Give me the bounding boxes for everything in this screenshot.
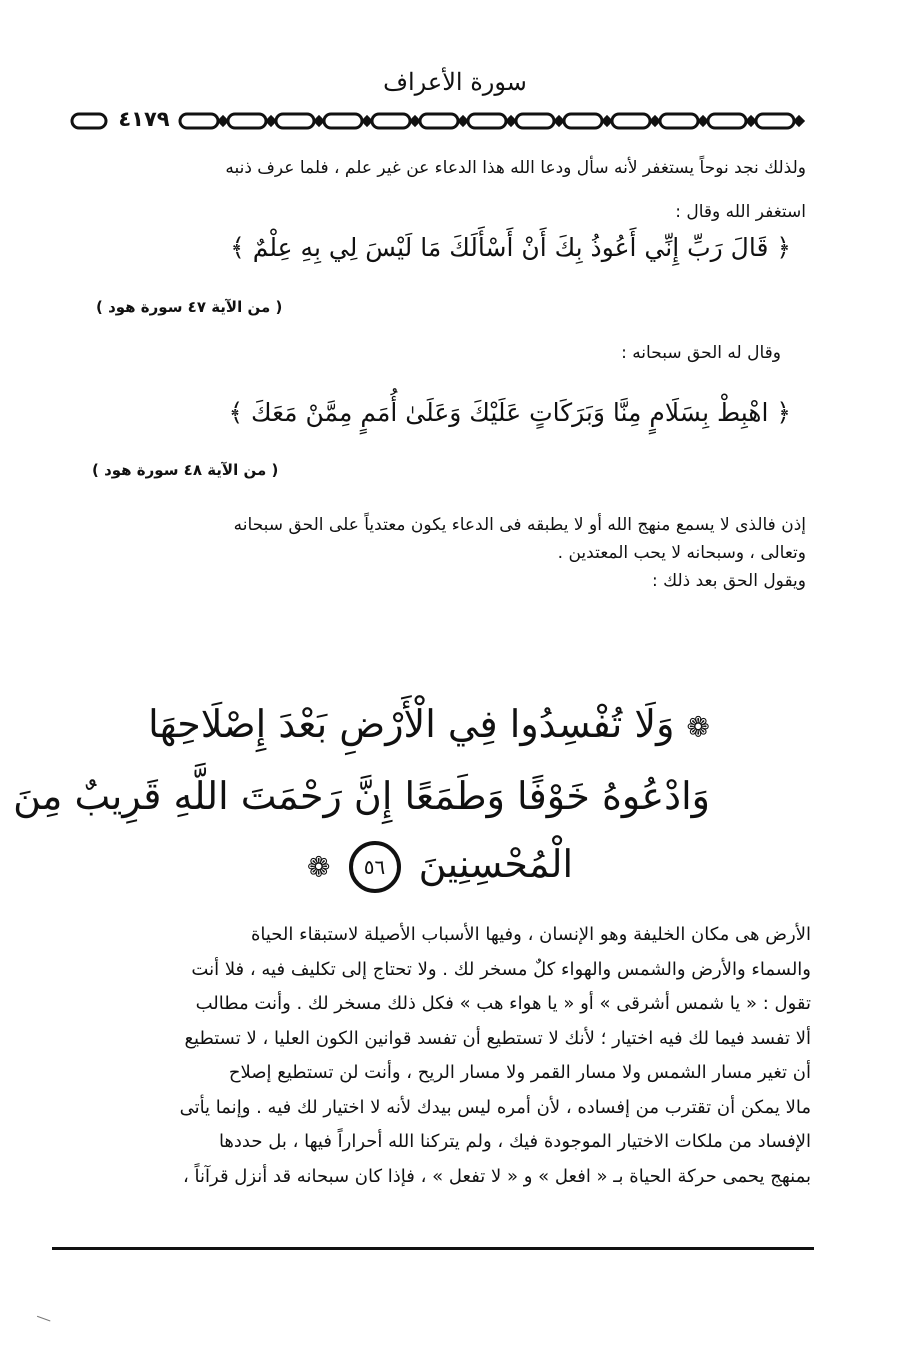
chain-diamond — [555, 117, 563, 125]
chain-diamond — [795, 117, 803, 125]
chain-diamond — [363, 117, 371, 125]
chain-link — [228, 114, 266, 128]
top-paragraph — [86, 146, 806, 234]
verse-line-text: وَلَا تُفْسِدُوا فِي الْأَرْضِ بَعْدَ إِصْلَاحِهَا — [148, 702, 675, 746]
verse-line — [148, 690, 710, 762]
chain-link — [516, 114, 554, 128]
chain-link — [276, 114, 314, 128]
page-number: ٤١٧٩ — [112, 104, 176, 134]
chain-link — [564, 114, 602, 128]
scan-mark — [36, 1316, 51, 1325]
chain-diamond — [699, 117, 707, 125]
ornamental-bracket-icon: ❁ — [686, 710, 710, 744]
chain-diamond — [219, 117, 227, 125]
paragraph-line: ولذلك نجد نوحاً يستغفر لأنه سأل ودعا الله هذا الدعاء عن غير علم ، فلما عرف ذنبه — [225, 158, 806, 178]
chain-link — [756, 114, 794, 128]
surah-title: سورة الأعراف — [383, 68, 527, 96]
paragraph-line: وتعالى ، وسبحانه لا يحب المعتدين . — [557, 543, 806, 563]
verse-line-text: الْمُحْسِنِينَ — [418, 841, 574, 886]
chain-diamond — [651, 117, 659, 125]
verse-reference: ( من الآية ٤٨ سورة هود ) — [92, 461, 279, 479]
chain-diamond — [603, 117, 611, 125]
commentary-paragraph — [81, 918, 811, 1194]
paragraph-line: الأرض هى مكان الخليفة وهو الإنسان ، وفيها الأسباب الأصيلة لاستبقاء الحياة — [250, 924, 811, 945]
chain-link — [180, 114, 218, 128]
chain-ornament-band — [68, 106, 830, 136]
chain-diamond — [507, 117, 515, 125]
paragraph-line: استغفر الله وقال : — [675, 202, 806, 222]
footer-rule — [52, 1247, 814, 1250]
paragraph-line: تقول : « يا شمس أشرقى » أو « يا هواء هب » فكل ذلك مسخر لك . وأنت مطالب — [195, 993, 811, 1014]
paragraph-line: ألا تفسد فيما لك فيه اختيار ؛ لأنك لا تستطيع أن تفسد قوانين الكون العليا ، لا تستطيع — [184, 1027, 811, 1049]
chain-diamond — [459, 117, 467, 125]
paragraph-line: مالا يمكن أن تقترب من إفساده ، لأن أمره ليس بيدك لأنه لا اختيار لك فيه . وإنما يأتى — [179, 1096, 811, 1118]
main-quran-verse — [13, 690, 710, 901]
chain-diamond — [315, 117, 323, 125]
intro-line: وقال له الحق سبحانه : — [621, 343, 781, 363]
paragraph-line: والسماء والأرض والشمس والهواء كلٌ مسخر لك . ولا تحتاج إلى تكليف فيه ، فلا أنت — [191, 958, 811, 980]
chain-diamond — [267, 117, 275, 125]
chain-link — [660, 114, 698, 128]
chain-link — [72, 114, 106, 128]
ornamental-bracket-icon: ❁ — [306, 850, 331, 883]
chain-diamond — [411, 117, 419, 125]
paragraph-line: أن تغير مسار الشمس ولا مسار القمر ولا مسار الريح ، وأنت لن تستطيع إصلاح — [228, 1062, 811, 1083]
verse-line: وَادْعُوهُ خَوْفًا وَطَمَعًا إِنَّ رَحْمَتَ اللَّهِ قَرِيبٌ مِنَ — [13, 773, 710, 818]
verse-line — [170, 830, 710, 902]
chain-link — [708, 114, 746, 128]
ayah-number-medallion: ٥٦ — [349, 841, 401, 893]
chain-link — [372, 114, 410, 128]
chain-link — [324, 114, 362, 128]
middle-paragraph — [86, 511, 806, 595]
chain-diamond — [747, 117, 755, 125]
chain-link — [612, 114, 650, 128]
paragraph-line: ويقول الحق بعد ذلك : — [651, 571, 806, 591]
paragraph-line: إذن فالذى لا يسمع منهج الله أو لا يطبقه فى الدعاء يكون معتدياً على الحق سبحانه — [233, 515, 806, 535]
quran-verse-quote: ﴿ اهْبِطْ بِسَلَامٍ مِنَّا وَبَرَكَاتٍ عَلَيْكَ وَعَلَىٰ أُمَمٍ مِمَّنْ مَعَكَ ﴾ — [228, 398, 791, 427]
paragraph-line: الإفساد من ملكات الاختيار الموجودة فيك ، ولم يتركنا الله أحراراً فيها ، بل حددها — [218, 1131, 811, 1152]
chain-link — [420, 114, 458, 128]
verse-reference: ( من الآية ٤٧ سورة هود ) — [96, 298, 283, 316]
chain-link — [468, 114, 506, 128]
chain-ornament — [68, 106, 830, 136]
quran-verse-quote: ﴿ قَالَ رَبِّ إِنِّي أَعُوذُ بِكَ أَنْ أَسْأَلَكَ مَا لَيْسَ لِي بِهِ عِلْمٌ ﴾ — [230, 233, 791, 262]
paragraph-line: بمنهج يحمى حركة الحياة بـ « افعل » و « لا تفعل » ، فإذا كان سبحانه قد أنزل قرآناً ، — [183, 1165, 811, 1187]
